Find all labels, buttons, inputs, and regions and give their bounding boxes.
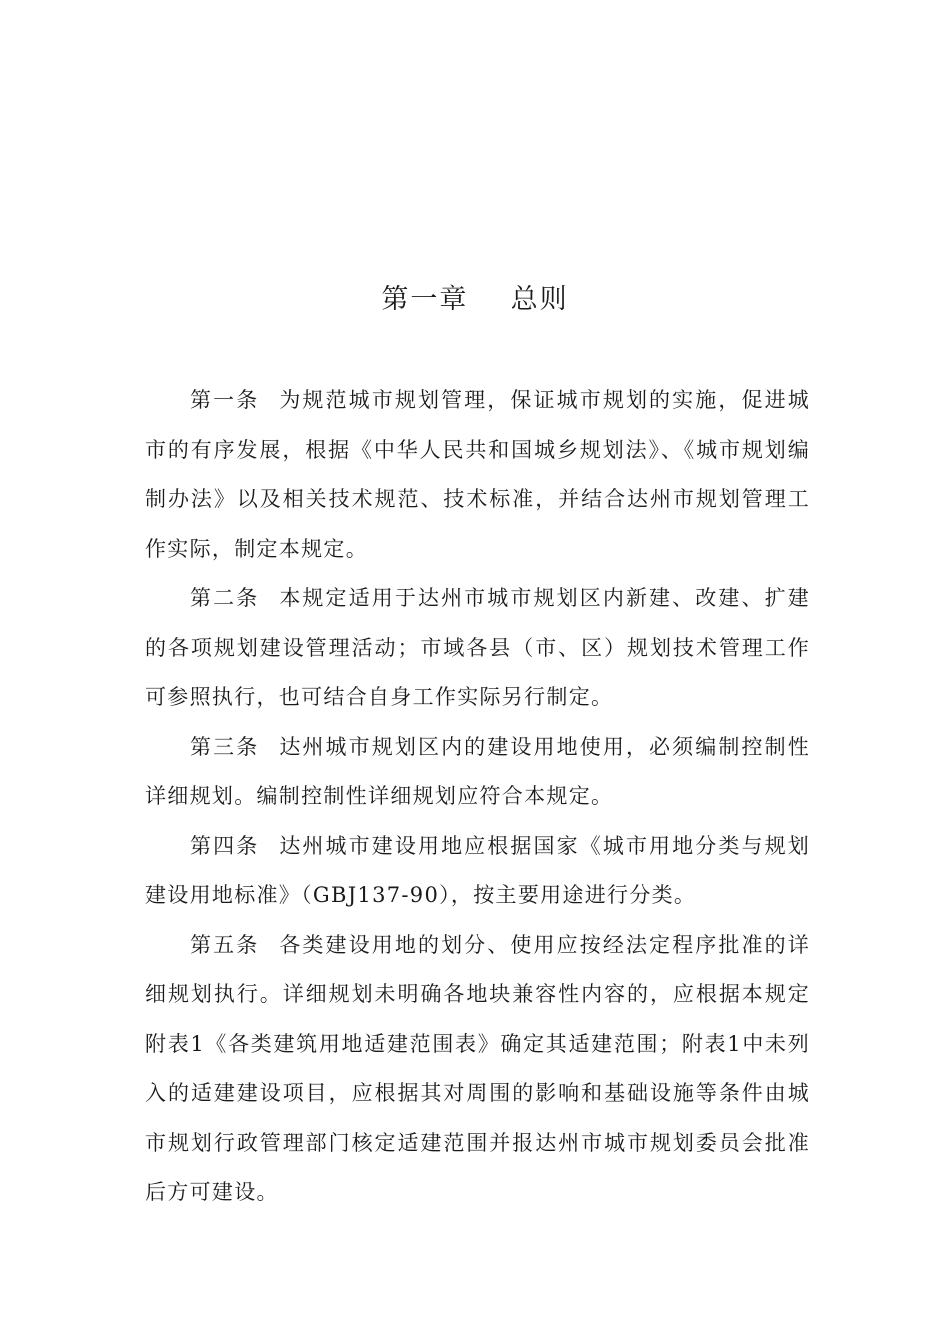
article-4 <box>145 822 810 921</box>
document-body <box>145 376 810 1218</box>
article-5-text: 各类建设用地的划分、使用应按经法定程序批准的详细规划执行。详细规划未明确各地块兼容性内容的，应根据本规定附表1《各类建筑用地适建范围表》确定其适建范围；附表1中未列入的适建建设项目，应根据其对周围的影响和基础设施等条件由城市规划行政管理部门核定适建范围并报达州市城市规划委员会批准后方可建设。 <box>145 932 810 1204</box>
article-1 <box>145 376 810 574</box>
article-3-text: 达州城市规划区内的建设用地使用，必须编制控制性详细规划。编制控制性详细规划应符合本规定。 <box>145 734 810 808</box>
article-2 <box>145 574 810 723</box>
article-5-label: 第五条 <box>190 932 260 957</box>
article-3 <box>145 723 810 822</box>
chapter-title: 第一章 总则 <box>381 284 569 315</box>
article-5 <box>145 921 810 1218</box>
article-4-text: 达州城市建设用地应根据国家《城市用地分类与规划建设用地标准》（GBJ137-90），按主要用途进行分类。 <box>145 833 810 907</box>
article-2-text: 本规定适用于达州市城市规划区内新建、改建、扩建的各项规划建设管理活动；市域各县（市、区）规划技术管理工作可参照执行，也可结合自身工作实际另行制定。 <box>145 586 810 709</box>
article-2-label: 第二条 <box>190 586 260 610</box>
article-1-label: 第一条 <box>190 388 260 412</box>
article-1-text: 为规范城市规划管理，保证城市规划的实施，促进城市的有序发展，根据《中华人民共和国城乡规划法》、《城市规划编制办法》以及相关技术规范、技术标准，并结合达州市规划管理工作实际，制定本规定。 <box>145 388 810 561</box>
article-4-label: 第四条 <box>190 833 260 858</box>
article-3-label: 第三条 <box>190 734 260 759</box>
